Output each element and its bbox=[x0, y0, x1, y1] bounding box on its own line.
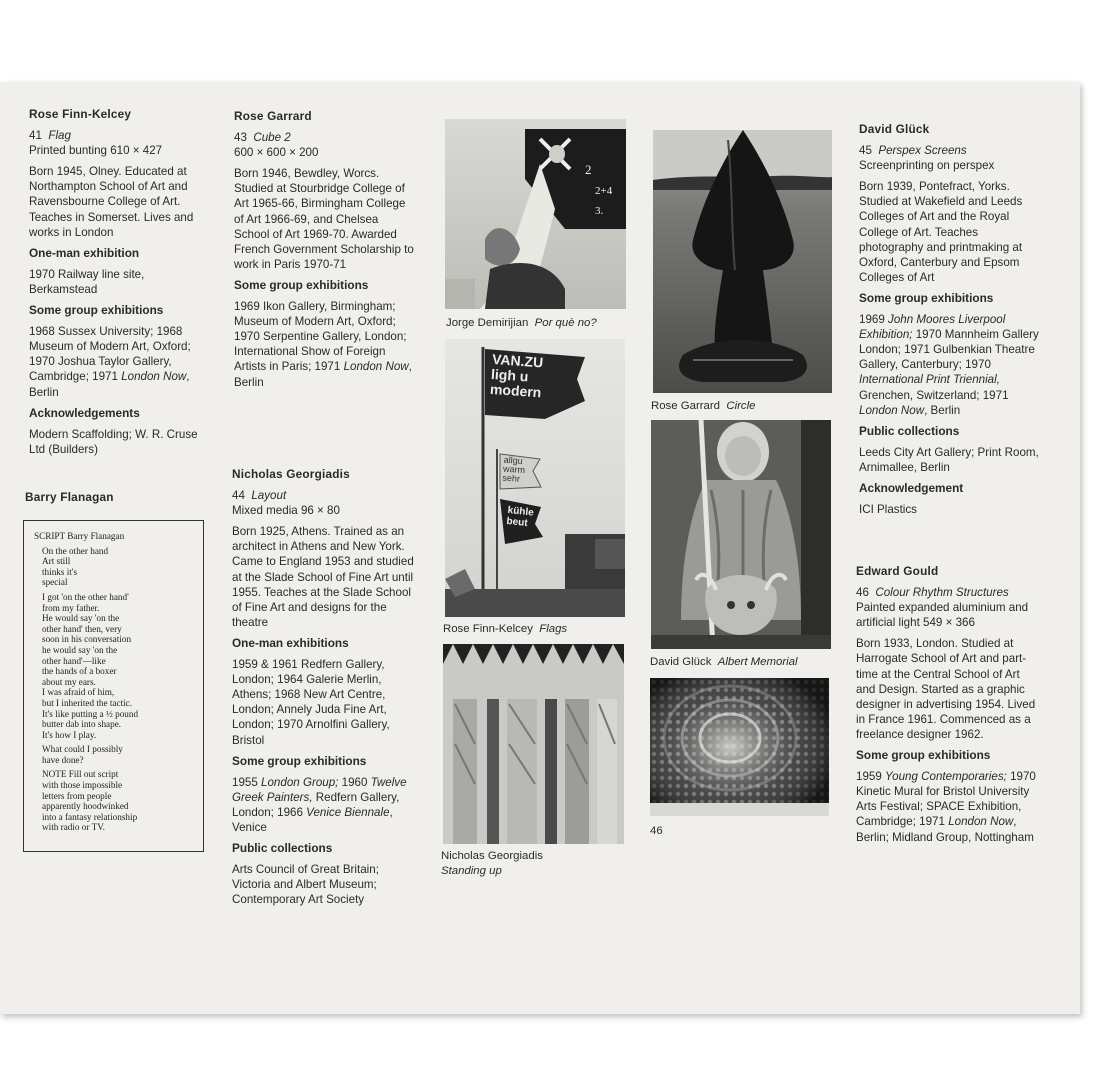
section-heading: Some group exhibitions bbox=[859, 290, 994, 305]
section-text: Arts Council of Great Britain; Victoria and Albert Museum; Contemporary Art Society bbox=[232, 863, 379, 907]
caption-albert-memorial bbox=[650, 655, 850, 670]
column-2-lower bbox=[232, 467, 416, 913]
work-number: 41 bbox=[29, 129, 42, 143]
text-run: 1959 bbox=[856, 770, 882, 784]
artist-bio: Born 1945, Olney. Educated at Northampton School of Art and Ravensbourne College of Art. Teaches in Somerset. Lives and works in London bbox=[29, 165, 194, 239]
artist-name: Rose Finn-Kelcey bbox=[29, 107, 132, 121]
artist-bio: Born 1925, Athens. Trained as an architect in Athens and New York. Came to England 1953 and studied at the Slade School of Fine Art until 1955. Teaches at the Slade School of Fine Art and designs for the theatre bbox=[232, 525, 414, 629]
section-heading: Some group exhibitions bbox=[232, 753, 367, 768]
page-number: 46 bbox=[650, 825, 663, 837]
photo-circle bbox=[653, 130, 832, 393]
text-run: 1969 Ikon Gallery, Birmingham; Museum of Modern Art, Oxford; 1970 Serpentine Gallery, London; International Show of Foreign Artists in Paris; 1971 bbox=[234, 300, 407, 374]
flag-text-3: kühle beut bbox=[505, 504, 535, 530]
text-run: , Berlin bbox=[234, 360, 412, 389]
work-number: 44 bbox=[232, 489, 245, 503]
caption-georgiadis bbox=[441, 849, 641, 879]
script-paragraph: I got 'on the other hand' from my father. He would say 'on the other hand' then, very soon in his conversation he would say 'on the other hand'—like the hands of a boxer about my ears. I was afraid of him, but I inherited the tactic. It's like putting a ½ pound butter dab into shape. It's how I play. bbox=[42, 591, 139, 740]
work-description: Mixed media 96 × 80 bbox=[232, 504, 340, 518]
caption-artist: Rose Garrard bbox=[651, 400, 721, 412]
section-text: 1970 Railway line site, Berkamstead bbox=[29, 267, 145, 296]
svg-text:3.: 3. bbox=[595, 205, 604, 217]
section-text bbox=[856, 769, 1038, 844]
work-entry bbox=[859, 143, 1041, 173]
work-description: Painted expanded aluminium and artificial light 549 × 366 bbox=[856, 601, 1029, 630]
section-text bbox=[29, 324, 207, 399]
caption-demirijian bbox=[446, 316, 646, 331]
column-5 bbox=[859, 122, 1041, 523]
artist-name: Nicholas Georgiadis bbox=[232, 467, 350, 481]
caption-circle bbox=[651, 399, 851, 414]
flag-text-1: VAN.ZU ligh u modern bbox=[489, 350, 544, 401]
artist-name: Barry Flanagan bbox=[25, 490, 114, 504]
text-run: , Venice bbox=[232, 805, 393, 834]
script-paragraph: NOTE Fill out script with those impossible letters from people apparently hoodwinked into a fantasy relationship with radio or TV. bbox=[42, 769, 138, 833]
work-number: 46 bbox=[856, 586, 869, 600]
text-run-italic: International Print Triennial, bbox=[859, 373, 1000, 387]
script-title: SCRIPT Barry Flanagan bbox=[34, 531, 125, 541]
script-paragraph: What could I possibly have done? bbox=[42, 744, 123, 765]
caption-title: Por què no? bbox=[534, 317, 597, 329]
section-heading: One-man exhibition bbox=[29, 245, 140, 260]
text-run: 1955 bbox=[232, 775, 258, 789]
text-run-italic: Venice Biennale bbox=[306, 805, 390, 819]
text-run: Grenchen, Switzerland; 1971 bbox=[859, 388, 1009, 402]
section-text: Leeds City Art Gallery; Print Room, Arnimallee, Berlin bbox=[859, 445, 1039, 474]
text-run-italic: London Now bbox=[948, 815, 1014, 829]
photo-georgiadis-art bbox=[443, 644, 624, 844]
text-run-italic: Twelve Greek Painters, bbox=[232, 775, 407, 804]
section-heading: Acknowledgements bbox=[29, 405, 140, 420]
section-text: Modern Scaffolding; W. R. Cruse Ltd (Builders) bbox=[29, 427, 198, 456]
script-box bbox=[23, 520, 204, 852]
work-entry bbox=[29, 128, 207, 158]
section-heading: Some group exhibitions bbox=[856, 748, 991, 763]
section-heading: Public collections bbox=[859, 423, 960, 438]
photo-flags bbox=[445, 339, 625, 617]
text-run-italic: Young Contemporaries; bbox=[885, 770, 1007, 784]
text-run-italic: London Now bbox=[859, 403, 925, 417]
caption-title: Flags bbox=[539, 623, 568, 635]
text-run-italic: London Now bbox=[343, 360, 409, 374]
photo-demirijian-art bbox=[445, 119, 626, 309]
caption-artist: Jorge Demirijian bbox=[446, 317, 529, 329]
caption-title: Albert Memorial bbox=[717, 656, 798, 668]
artist-name: Rose Garrard bbox=[234, 109, 312, 123]
section-heading: One-man exhibitions bbox=[232, 635, 349, 650]
text-run-italic: John Moores Liverpool Exhibition; bbox=[859, 313, 1006, 342]
section-heading: Public collections bbox=[232, 841, 333, 856]
work-title: Colour Rhythm Structures bbox=[875, 586, 1009, 600]
text-run: 1969 bbox=[859, 313, 885, 327]
column-1 bbox=[29, 107, 207, 463]
work-description: 600 × 600 × 200 bbox=[234, 146, 319, 160]
photo-albert-art bbox=[651, 420, 831, 649]
work-entry bbox=[232, 488, 416, 518]
barry-heading-wrap bbox=[25, 490, 205, 511]
caption-artist: Rose Finn-Kelcey bbox=[443, 623, 533, 635]
text-run: 1970 Kinetic Mural for Bristol University Arts Festival; SPACE Exhibition, Cambridge; 1971 bbox=[856, 770, 1036, 829]
column-5-lower bbox=[856, 564, 1038, 851]
text-run: , Berlin bbox=[924, 403, 961, 417]
work-entry bbox=[234, 130, 416, 160]
photo-georgiadis bbox=[443, 644, 624, 844]
text-run: Redfern Gallery, London; 1966 bbox=[232, 790, 400, 819]
section-text: 1959 & 1961 Redfern Gallery, London; 1964 Galerie Merlin, Athens; 1968 New Art Centre, London; Annely Juda Fine Art, London; 1970 Arnolfini Gallery, Bristol bbox=[232, 658, 390, 747]
section-text bbox=[234, 299, 416, 390]
text-run-italic: London Now bbox=[121, 370, 187, 384]
work-number: 45 bbox=[859, 144, 872, 158]
section-text: ICI Plastics bbox=[859, 503, 917, 517]
text-run: , Berlin bbox=[29, 370, 190, 399]
artist-bio: Born 1939, Pontefract, Yorks. Studied at Wakefield and Leeds Colleges of Art and the Royal College of Art. Teaches photography and printmaking at Oxford, Canterbury and Epsom Colleges of Art bbox=[859, 180, 1023, 284]
section-heading: Some group exhibitions bbox=[29, 303, 164, 318]
work-title: Perspex Screens bbox=[878, 144, 967, 158]
text-run: 1968 Sussex University; 1968 Museum of Modern Art, Oxford; 1970 Joshua Taylor Gallery, Cambridge; 1971 bbox=[29, 325, 191, 384]
caption-artist: Nicholas Georgiadis bbox=[441, 850, 543, 862]
text-run: 1960 bbox=[341, 775, 368, 789]
caption-title: Circle bbox=[726, 400, 756, 412]
svg-text:2: 2 bbox=[585, 162, 592, 177]
photo-demirijian bbox=[445, 119, 626, 309]
text-run: 1970 Mannheim Gallery London; 1971 Gulbenkian Theatre Gallery, Canterbury; 1970 bbox=[859, 328, 1039, 372]
work-title: Flag bbox=[48, 129, 71, 143]
work-title: Cube 2 bbox=[253, 131, 291, 145]
text-run: , Berlin; Midland Group, Nottingham bbox=[856, 815, 1034, 844]
script-paragraph: On the other hand Art still thinks it's special bbox=[42, 545, 109, 588]
work-description: Printed bunting 610 × 427 bbox=[29, 144, 163, 158]
artist-bio: Born 1946, Bewdley, Worcs. Studied at Stourbridge College of Art 1965-66, Birmingham College of Art 1966-69, and Chelsea School of Art 1969-70. Awarded French Government Scholarship to work in Paris 1970-71 bbox=[234, 167, 414, 271]
section-heading: Acknowledgement bbox=[859, 480, 964, 495]
svg-text:2+4: 2+4 bbox=[595, 185, 613, 197]
photo-colour-rhythm bbox=[650, 678, 829, 816]
work-description: Screenprinting on perspex bbox=[859, 159, 995, 173]
work-number: 43 bbox=[234, 131, 247, 145]
text-run-italic: London Group; bbox=[261, 775, 339, 789]
flag-text-2: allgu warm sehr bbox=[502, 454, 526, 484]
work-entry bbox=[856, 585, 1038, 630]
section-heading: Some group exhibitions bbox=[234, 277, 369, 292]
section-text bbox=[859, 312, 1041, 418]
column-2 bbox=[234, 109, 416, 396]
photo-colour-rhythm-art bbox=[650, 678, 829, 816]
artist-name: Edward Gould bbox=[856, 564, 939, 578]
caption-title: Standing up bbox=[441, 865, 502, 877]
caption-artist: David Glück bbox=[650, 656, 712, 668]
photo-circle-art bbox=[653, 130, 832, 393]
section-text bbox=[232, 775, 416, 835]
artist-name: David Glück bbox=[859, 122, 930, 136]
caption-flags bbox=[443, 622, 643, 637]
catalogue-page bbox=[0, 82, 1080, 1014]
artist-bio: Born 1933, London. Studied at Harrogate School of Art and part-time at the Central School of Art and Design. Started as a graphic designer in advertising 1954. Lived in France 1961. Commenced as a freelance designer 1962. bbox=[856, 637, 1036, 741]
photo-albert-memorial bbox=[651, 420, 831, 649]
work-title: Layout bbox=[251, 489, 287, 503]
